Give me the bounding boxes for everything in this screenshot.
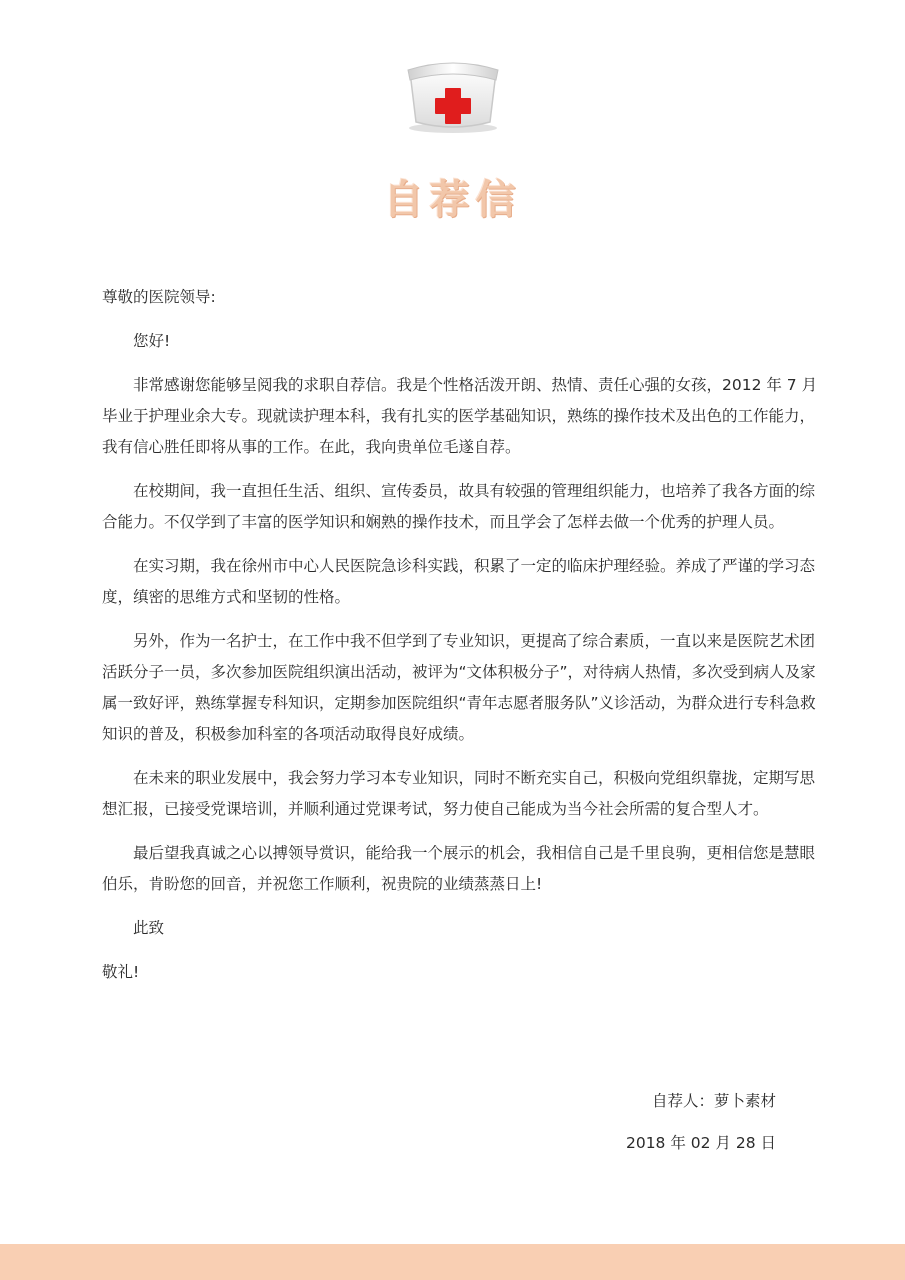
- salutation: 尊敬的医院领导:: [102, 288, 216, 306]
- signature-date: 2018 年 02 月 28 日: [625, 1134, 776, 1152]
- paragraph-intro: 非常感谢您能够呈阅我的求职自荐信。我是个性格活泼开朗、热情、责任心强的女孩，2012 年 7 月毕业于护理业余大专。现就读护理本科，我有扎实的医学基础知识，熟练的操作技术及出色的工作能力，我有信心胜任即将从事的工作。在此，我向贵单位毛遂自荐。: [102, 376, 818, 456]
- greeting: 您好!: [133, 332, 171, 350]
- paragraph-future: 在未来的职业发展中，我会努力学习本专业知识，同时不断充实自己，积极向党组织靠拢，定期写思想汇报，已接受党课培训，并顺利通过党课考试，努力使自己能成为当今社会所需的复合型人才。: [102, 769, 816, 818]
- paragraph-conclusion: 最后望我真诚之心以搏领导赏识，能给我一个展示的机会，我相信自己是千里良驹，更相信您是慧眼伯乐，肯盼您的回音，并祝您工作顺利，祝贵院的业绩蒸蒸日上!: [102, 844, 816, 893]
- paragraph-school: 在校期间，我一直担任生活、组织、宣传委员，故具有较强的管理组织能力，也培养了我各方面的综合能力。不仅学到了丰富的医学知识和娴熟的操作技术，而且学会了怎样去做一个优秀的护理人员。: [102, 482, 816, 531]
- closing: 此致: [133, 919, 165, 937]
- paragraph-work: 另外，作为一名护士，在工作中我不但学到了专业知识，更提高了综合素质，一直以来是医院艺术团活跃分子一员，多次参加医院组织演出活动，被评为“文体积极分子”，对待病人热情，多次受到病人及家属一致好评，熟练掌握专科知识，定期参加医院组织“青年志愿者服务队”义诊活动，为群众进行专科急救知识的普及，积极参加科室的各项活动取得良好成绩。: [102, 632, 816, 743]
- signature-name: 自荐人：萝卜素材: [651, 1092, 776, 1110]
- paragraph-internship: 在实习期，我在徐州市中心人民医院急诊科实践，积累了一定的临床护理经验。养成了严谨的学习态度，缜密的思维方式和坚韧的性格。: [102, 557, 816, 606]
- closing-respect: 敬礼!: [102, 963, 140, 981]
- footer-band: [0, 1244, 905, 1280]
- letter-body: [102, 282, 818, 1001]
- document-title: 自荐信: [383, 177, 522, 223]
- nurse-cap-icon: [400, 58, 506, 134]
